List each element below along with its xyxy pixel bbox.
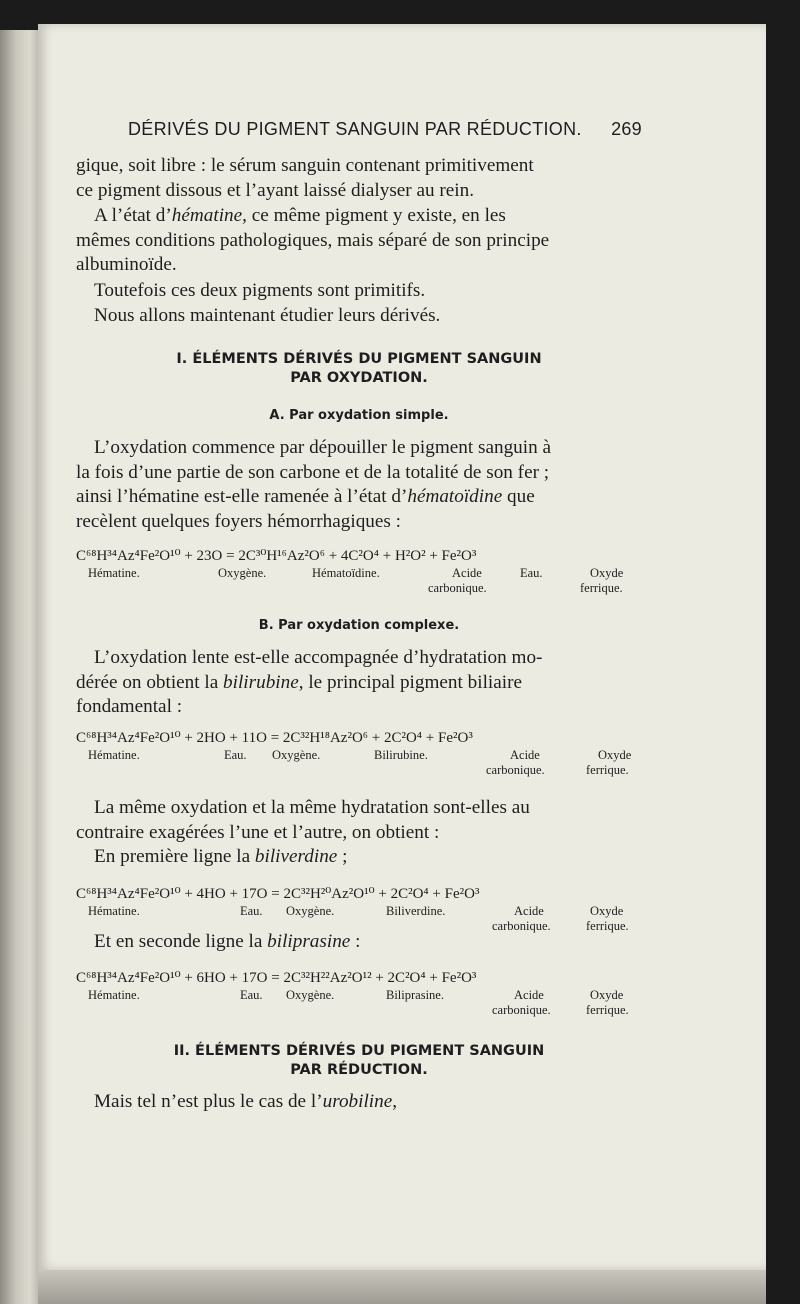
label: Oxyde (590, 566, 624, 580)
label: Oxygène. (272, 748, 321, 762)
label: Eau. (240, 904, 263, 918)
paragraph-6 (76, 646, 642, 720)
equation-3: C⁶⁸H³⁴Az⁴Fe²O¹⁰ + 4HO + 17O = 2C³²H²⁰Az²O¹⁰ + 2C²O⁴ + Fe²O³ (76, 886, 480, 902)
label: Bilirubine. (374, 748, 428, 762)
paragraph-1 (76, 154, 642, 203)
page-bottom-edge (38, 1270, 766, 1304)
label: Oxyde (590, 904, 624, 918)
emphasis-hematoidine: hématoïdine (407, 486, 503, 507)
running-header (128, 116, 642, 144)
text-line: mêmes conditions pathologiques, mais séparé de son principe (76, 229, 550, 251)
label: Oxygène. (218, 566, 267, 580)
subheading-b: B. Par oxydation complexe. (258, 618, 460, 633)
paragraph-5 (76, 436, 642, 534)
paragraph-4: Nous allons maintenant étudier leurs dérivés. (94, 305, 441, 326)
label: ferrique. (586, 919, 629, 933)
label: Eau. (224, 748, 247, 762)
label: ferrique. (586, 1003, 629, 1017)
label: Oxygène. (286, 988, 335, 1002)
text-line: la fois d’une partie de son carbone et de la totalité de son fer ; (76, 461, 550, 483)
paragraph-8: Et en seconde ligne la biliprasine : (94, 931, 361, 952)
label: Hématine. (88, 748, 140, 762)
label: Eau. (240, 988, 263, 1002)
label: Oxygène. (286, 904, 335, 918)
text-line: En première ligne la biliverdine ; (94, 846, 348, 867)
subheading-a: A. Par oxydation simple. (269, 408, 449, 423)
equation-4: C⁶⁸H³⁴Az⁴Fe²O¹⁰ + 6HO + 17O = 2C³²H²²Az²O¹² + 2C²O⁴ + Fe²O³ (76, 970, 477, 986)
text-line: L’oxydation lente est-elle accompagnée d’hydratation mo- (94, 647, 543, 668)
label: Acide (514, 988, 544, 1002)
text-line: recèlent quelques foyers hémorrhagiques : (76, 510, 401, 532)
label: Acide (452, 566, 482, 580)
section-heading-2: II. ÉLÉMENTS DÉRIVÉS DU PIGMENT SANGUIN PAR RÉDUCTION. (173, 1043, 545, 1078)
text-line: fondamental : (76, 696, 183, 717)
page-number: 269 (611, 119, 642, 139)
text-line: ainsi l’hématine est-elle ramenée à l’état d’hématoïdine que (76, 486, 535, 507)
label: Oxyde (598, 748, 632, 762)
label: ferrique. (586, 763, 629, 777)
paragraph-3: Toutefois ces deux pigments sont primitifs. (94, 280, 426, 301)
emphasis-bilirubine: bilirubine (223, 671, 299, 693)
label: carbonique. (492, 1003, 551, 1017)
previous-page-edge (0, 30, 40, 1304)
paragraph-2 (76, 204, 642, 278)
label: Hématine. (88, 988, 140, 1002)
paragraph-9: Mais tel n’est plus le cas de l’urobiline, (94, 1091, 398, 1112)
paragraph-7 (76, 796, 642, 870)
label: Biliprasine. (386, 988, 444, 1002)
running-title: DÉRIVÉS DU PIGMENT SANGUIN PAR RÉDUCTION. (128, 119, 582, 139)
label: Acide (510, 748, 540, 762)
label: carbonique. (486, 763, 545, 777)
text-line: La même oxydation et la même hydratation sont-elles au (94, 797, 530, 818)
text-line: ce pigment dissous et l’ayant laissé dialyser au rein. (76, 179, 475, 201)
section-heading-1: I. ÉLÉMENTS DÉRIVÉS DU PIGMENT SANGUIN PAR OXYDATION. (176, 351, 542, 386)
emphasis-urobiline: urobiline (322, 1091, 393, 1112)
emphasis-biliprasine: biliprasine (267, 931, 351, 952)
equation-1: C⁶⁸H³⁴Az⁴Fe²O¹⁰ + 23O = 2C³⁰H¹⁶Az²O⁶ + 4C²O⁴ + H²O² + Fe²O³ (76, 548, 477, 564)
text-line: gique, soit libre : le sérum sanguin contenant primitivement (76, 155, 534, 176)
label: Eau. (520, 566, 543, 580)
text-line: dérée on obtient la bilirubine, le principal pigment biliaire (76, 671, 522, 693)
label: carbonique. (428, 581, 487, 595)
label: Hématine. (88, 566, 140, 580)
label: Biliverdine. (386, 904, 446, 918)
emphasis-biliverdine: biliverdine (254, 846, 338, 867)
equation-2: C⁶⁸H³⁴Az⁴Fe²O¹⁰ + 2HO + 11O = 2C³²H¹⁸Az²O⁶ + 2C²O⁴ + Fe²O³ (76, 730, 473, 746)
emphasis-hematine: hématine (171, 205, 243, 226)
label: carbonique. (492, 919, 551, 933)
text-line: contraire exagérées l’une et l’autre, on obtient : (76, 821, 440, 843)
label: Hématoïdine. (312, 566, 380, 580)
label: ferrique. (580, 581, 623, 595)
label: Hématine. (88, 904, 140, 918)
text-line: A l’état d’hématine, ce même pigment y existe, en les (94, 205, 506, 226)
text-line: L’oxydation commence par dépouiller le pigment sanguin à (94, 437, 551, 458)
label: Acide (514, 904, 544, 918)
label: Oxyde (590, 988, 624, 1002)
text-line: albuminoïde. (76, 254, 177, 275)
